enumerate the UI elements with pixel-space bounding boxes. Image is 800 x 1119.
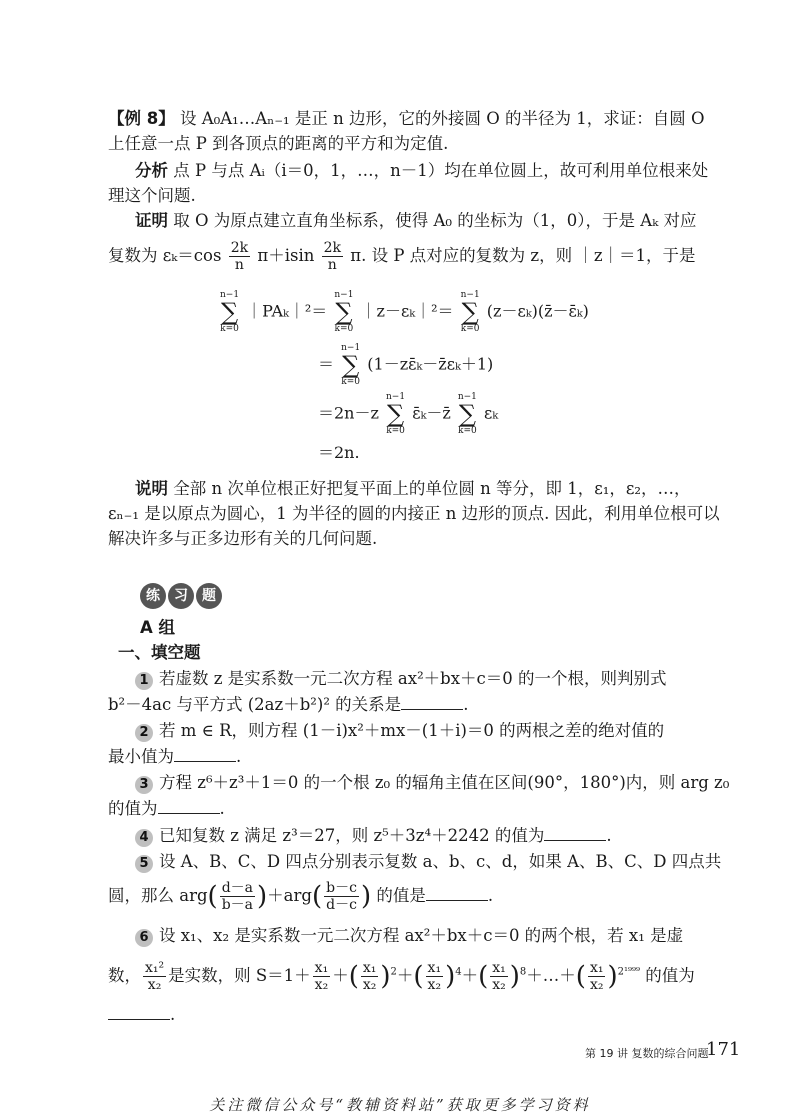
fraction: $\frac{\text{x₁}}{\text{x₂}}$ bbox=[362, 960, 377, 993]
analysis-text-2: 理这个问题. bbox=[108, 186, 196, 205]
example-problem-2: 上任意一点 P 到各顶点的距离的平方和为定值. bbox=[108, 134, 449, 153]
equation-line-3: ＝2n－z n−1 ∑ k=0 ε̄ₖ－z̄ n−1 ∑ k=0 εₖ bbox=[318, 392, 499, 436]
fraction: $\frac{d-a}{b-a}$ bbox=[221, 880, 254, 913]
answer-blank[interactable] bbox=[426, 884, 488, 901]
problem-3-line-2: 的值为 . bbox=[108, 799, 225, 818]
chapter-footer: 第 19 讲 复数的综合问题 bbox=[585, 1047, 709, 1060]
problem-number: 6 bbox=[135, 929, 153, 947]
problem-1-line-1: 1 若虚数 z 是实系数一元二次方程 ax²＋bx＋c＝0 的一个根，则判别式 bbox=[135, 668, 667, 690]
section-label: 一、填空题 bbox=[118, 643, 201, 662]
problem-6-line-3: . bbox=[108, 1003, 175, 1026]
sum-symbol: n−1 ∑ k=0 bbox=[341, 343, 361, 387]
remark-label: 说明 bbox=[135, 479, 168, 498]
answer-blank[interactable] bbox=[174, 745, 236, 762]
problem-number: 5 bbox=[135, 855, 153, 873]
problem-2-line-1: 2 若 m ∈ R，则方程 (1－i)x²＋mx－(1＋i)＝0 的两根之差的绝对值的 bbox=[135, 720, 664, 742]
problem-2-line-2: 最小值为 . bbox=[108, 747, 242, 766]
equation-line-1: n−1 ∑ k=0 ｜PAₖ｜²＝ n−1 ∑ k=0 ｜z－εₖ｜²＝ n−1 ∑ k=0 (z－εₖ)(z̄－ε̄ₖ) bbox=[220, 290, 589, 334]
example-problem-1: 设 A₀A₁…Aₙ₋₁ 是正 n 边形，它的外接圆 O 的半径为 1，求证：自圆 O bbox=[179, 109, 705, 128]
practice-title bbox=[140, 583, 224, 609]
sum-symbol: n−1 ∑ k=0 bbox=[334, 290, 354, 334]
practice-char: 练 bbox=[140, 583, 166, 609]
fraction: $\frac{b-c}{d-c}$ bbox=[326, 880, 357, 913]
proof-text-2b: π＋isin bbox=[257, 246, 315, 265]
analysis-text-1: 点 P 与点 Aᵢ（i＝0，1，…，n－1）均在单位圆上，故可利用单位根来处 bbox=[173, 161, 709, 180]
proof-text-2c: π. 设 P 点对应的复数为 z，则 ｜z｜＝1，于是 bbox=[350, 246, 696, 265]
proof-line-2 bbox=[108, 240, 696, 273]
answer-blank[interactable] bbox=[401, 693, 463, 710]
remark-text-1: 全部 n 次单位根正好把复平面上的单位圆 n 等分，即 1，ε₁，ε₂，…， bbox=[173, 479, 691, 498]
remark-line-1 bbox=[135, 478, 691, 500]
problem-6-line-2: 数， $\frac{\text{x₁²}}{\text{x₂}}$ 是实数，则 S＝1＋ $\frac{\text{x₁}}{\text{x₂}}$ ＋( $\frac{\text{x₁}}{\text{x₂}}$ )$^2$＋( $\frac{\text{x₁}}{\text{x₂}}$ )$^4$＋( $\frac{\text{x₁}}{\text{x₂}}$ )$^8$＋…＋( $\frac{\text{x₁}}{\text{x₂}}$ )$^{2^{1999}}$ 的值为 bbox=[108, 960, 695, 993]
fraction: $\frac{\text{x₁}}{\text{x₂}}$ bbox=[492, 960, 506, 993]
fraction: $\frac{\text{x₁}}{\text{x₂}}$ bbox=[314, 960, 329, 993]
answer-blank[interactable] bbox=[158, 797, 220, 814]
problem-number: 2 bbox=[135, 724, 153, 742]
sum-symbol: n−1 ∑ k=0 bbox=[220, 290, 240, 334]
problem-number: 3 bbox=[135, 776, 153, 794]
problem-number: 1 bbox=[135, 672, 153, 690]
problem-number: 4 bbox=[135, 829, 153, 847]
remark-text-3: 解决许多与正多边形有关的几何问题. bbox=[108, 529, 378, 548]
proof-line-1 bbox=[135, 210, 696, 232]
practice-char: 题 bbox=[196, 583, 222, 609]
problem-1-line-2: b²－4ac 与平方式 (2az＋b²)² 的关系是 . bbox=[108, 695, 469, 714]
problem-5-line-2: 圆，那么 arg( $\frac{d-a}{b-a}$ )＋arg( $\frac{b-c}{d-c}$ ) 的值是 . bbox=[108, 880, 494, 913]
sum-symbol: n−1 ∑ k=0 bbox=[457, 392, 477, 436]
remark-text-2: εₙ₋₁ 是以原点为圆心，1 为半径的圆的内接正 n 边形的顶点. 因此，利用单位根可以 bbox=[108, 504, 720, 523]
problem-3-line-1: 3 方程 z⁶＋z³＋1＝0 的一个根 z₀ 的辐角主值在区间(90°，180°)内，则 arg z₀ bbox=[135, 772, 729, 794]
sum-symbol: n−1 ∑ k=0 bbox=[386, 392, 406, 436]
proof-text-2a: 复数为 εₖ＝cos bbox=[108, 246, 222, 265]
equation-line-4: ＝2n. bbox=[318, 443, 360, 462]
example-tag: 【例 8】 bbox=[108, 109, 175, 128]
group-label: A 组 bbox=[140, 618, 176, 637]
page-number: 171 bbox=[706, 1039, 741, 1060]
watermark-text: 关注微信公众号“教辅资料站”获取更多学习资料 bbox=[209, 1096, 591, 1114]
problem-4-line-1: 4 已知复数 z 满足 z³＝27，则 z⁵＋3z⁴＋2242 的值为 . bbox=[135, 824, 612, 847]
proof-fraction-2: $\frac{2k}{n}$ bbox=[323, 240, 341, 273]
analysis-label: 分析 bbox=[135, 161, 168, 180]
answer-blank[interactable] bbox=[544, 824, 606, 841]
answer-blank[interactable] bbox=[108, 1003, 170, 1020]
sum-symbol: n−1 ∑ k=0 bbox=[460, 290, 480, 334]
proof-fraction-1: $\frac{2k}{n}$ bbox=[230, 240, 249, 273]
practice-char: 习 bbox=[168, 583, 194, 609]
problem-6-line-1: 6 设 x₁、x₂ 是实系数一元二次方程 ax²＋bx＋c＝0 的两个根，若 x₁ 是虚 bbox=[135, 925, 683, 947]
fraction: $\frac{\text{x₁}}{\text{x₂}}$ bbox=[589, 960, 604, 993]
problem-5-line-1: 5 设 A、B、C、D 四点分别表示复数 a、b、c、d，如果 A、B、C、D 四点共 bbox=[135, 851, 721, 873]
proof-label: 证明 bbox=[135, 211, 168, 230]
analysis-line-1 bbox=[135, 160, 708, 182]
fraction: $\frac{\text{x₁}}{\text{x₂}}$ bbox=[427, 960, 442, 993]
fraction: $\frac{\text{x₁²}}{\text{x₂}}$ bbox=[145, 960, 165, 993]
equation-line-2: ＝ n−1 ∑ k=0 (1－zε̄ₖ－z̄εₖ＋1) bbox=[318, 343, 494, 387]
example-line-1 bbox=[108, 108, 705, 130]
proof-text-1: 取 O 为原点建立直角坐标系，使得 A₀ 的坐标为（1，0），于是 Aₖ 对应 bbox=[173, 211, 697, 230]
